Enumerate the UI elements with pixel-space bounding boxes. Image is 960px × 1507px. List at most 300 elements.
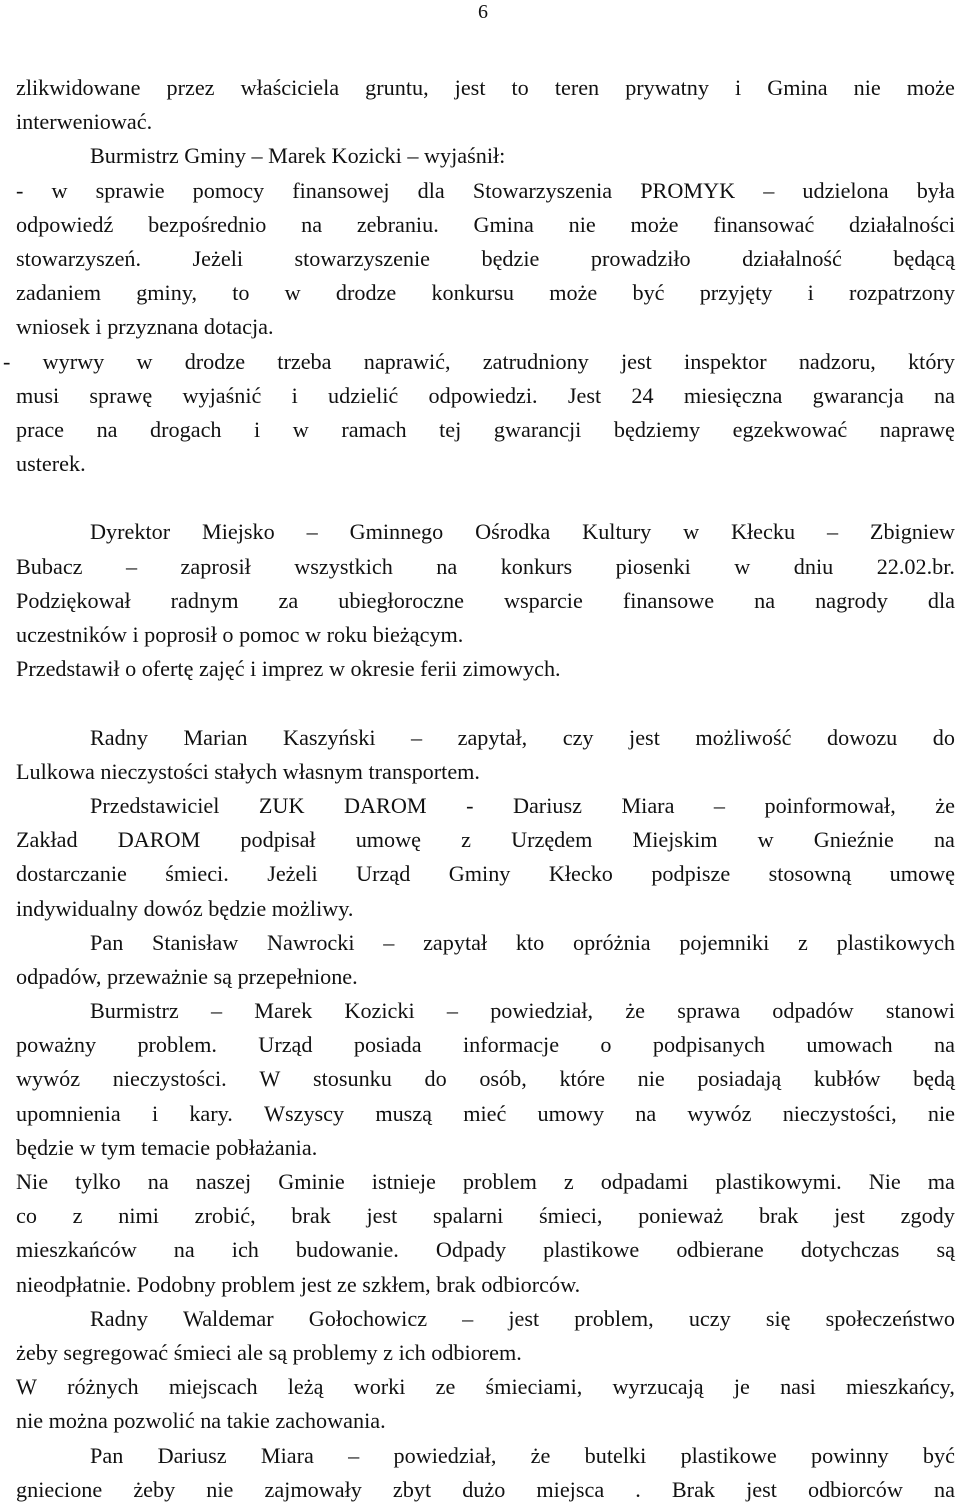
word: i bbox=[807, 280, 814, 306]
word: i bbox=[254, 416, 261, 442]
word: naprawę bbox=[879, 416, 955, 442]
word: nimi bbox=[118, 1203, 159, 1229]
word: nieczystości, bbox=[782, 1100, 897, 1126]
word: możliwość bbox=[695, 724, 792, 750]
word: sprawa bbox=[677, 998, 741, 1024]
word: nie bbox=[637, 1066, 665, 1092]
text-line bbox=[16, 1062, 955, 1096]
word: udzielić bbox=[328, 382, 399, 408]
word: drodze bbox=[184, 348, 246, 374]
word: Przedstawiciel bbox=[90, 792, 220, 818]
word: rozpatrzony bbox=[848, 280, 955, 306]
word: – bbox=[826, 519, 839, 545]
text-line bbox=[16, 1199, 955, 1233]
text-line: żeby segregować śmieci ale są problemy z ich odbiorem. bbox=[16, 1339, 522, 1365]
word: Nie bbox=[16, 1169, 49, 1194]
word: się bbox=[765, 1305, 791, 1331]
word: odpowiedź bbox=[16, 211, 114, 237]
word: na bbox=[436, 553, 458, 579]
word: dostarczanie bbox=[16, 861, 127, 887]
text-line bbox=[16, 789, 955, 823]
word: wyjaśnić bbox=[182, 382, 262, 408]
word: udzielona bbox=[802, 177, 889, 203]
word: musi bbox=[16, 382, 60, 408]
word: może bbox=[549, 280, 598, 306]
text-line: Burmistrz Gminy – Marek Kozicki – wyjaśnił: bbox=[90, 143, 506, 169]
word: stowarzyszeń. bbox=[16, 245, 142, 271]
text-line bbox=[16, 1233, 955, 1267]
word: być bbox=[922, 1442, 955, 1468]
word: zadaniem bbox=[16, 280, 102, 306]
word: wyrzucają bbox=[612, 1374, 704, 1400]
word: gwarancji bbox=[493, 416, 582, 442]
word: miejsca bbox=[536, 1476, 605, 1502]
word: Dyrektor bbox=[90, 519, 171, 545]
word: wywóz bbox=[16, 1066, 81, 1092]
text-line bbox=[16, 1165, 955, 1199]
word: zrobić, bbox=[194, 1203, 256, 1229]
word: mieć bbox=[463, 1100, 507, 1126]
word: sprawie bbox=[95, 177, 165, 203]
word: odpowiedzi. bbox=[428, 382, 538, 408]
word: Pan bbox=[90, 929, 124, 955]
word: wszystkich bbox=[294, 553, 393, 579]
word: działalności bbox=[849, 211, 955, 237]
word: za bbox=[278, 587, 299, 613]
word: Miejskim bbox=[632, 827, 718, 853]
word: Gmina bbox=[473, 211, 534, 237]
word: że bbox=[530, 1442, 551, 1468]
word: – bbox=[411, 724, 423, 750]
text-line bbox=[16, 515, 955, 549]
word: do bbox=[932, 724, 955, 750]
word: PROMYK bbox=[640, 177, 736, 203]
text-line bbox=[16, 1028, 955, 1062]
word: je bbox=[733, 1374, 750, 1400]
word: nieczystości. bbox=[112, 1066, 227, 1092]
word: muszą bbox=[375, 1100, 433, 1126]
word: opróżnia bbox=[572, 929, 651, 955]
word: trzeba bbox=[277, 348, 332, 374]
text-line bbox=[16, 823, 955, 857]
word: – bbox=[383, 929, 395, 955]
word: konkurs bbox=[500, 553, 573, 579]
word: teren bbox=[554, 75, 600, 100]
word: Nawrocki bbox=[267, 929, 355, 955]
word: – bbox=[306, 519, 318, 545]
word: Urzędem bbox=[511, 827, 593, 853]
text-line bbox=[16, 721, 955, 755]
word: społeczeństwo bbox=[825, 1305, 955, 1331]
word: w bbox=[51, 177, 68, 203]
word: prowadziło bbox=[590, 245, 691, 271]
word: różnych bbox=[67, 1374, 139, 1400]
word: powiedział, bbox=[490, 998, 594, 1024]
word: umowę bbox=[889, 861, 955, 887]
word: dowozu bbox=[827, 724, 898, 750]
word: uczy bbox=[688, 1305, 731, 1331]
word: - bbox=[16, 177, 24, 203]
word: DAROM bbox=[117, 827, 201, 853]
word: może bbox=[906, 75, 955, 100]
word: istnieje bbox=[371, 1169, 436, 1194]
word: tej bbox=[439, 416, 462, 442]
text-line: nieodpłatnie. Podobny problem jest ze szkłem, brak odbiorców. bbox=[16, 1271, 581, 1297]
word: zebraniu. bbox=[356, 211, 439, 237]
word: Brak bbox=[671, 1476, 716, 1502]
word: na bbox=[147, 1169, 169, 1194]
word: posiadają bbox=[697, 1066, 782, 1092]
word: zatrudniony bbox=[482, 348, 589, 374]
word: . bbox=[635, 1476, 641, 1502]
word: wsparcie bbox=[503, 587, 583, 613]
word: Gminy bbox=[448, 861, 511, 887]
word: przez bbox=[166, 75, 215, 100]
word: – bbox=[125, 553, 138, 579]
word: będą bbox=[913, 1066, 955, 1092]
word: odbiorców bbox=[807, 1476, 903, 1502]
word: Stanisław bbox=[152, 929, 239, 955]
word: jest bbox=[621, 348, 652, 374]
word: 22.02.br. bbox=[876, 553, 955, 579]
word: być bbox=[632, 280, 665, 306]
word: zlikwidowane bbox=[16, 75, 141, 100]
word: – bbox=[348, 1442, 360, 1468]
word: mieszkańcy, bbox=[846, 1374, 955, 1400]
word: właściciela bbox=[240, 75, 340, 100]
word: ich bbox=[231, 1237, 259, 1263]
word: o bbox=[600, 1032, 612, 1058]
word: drogach bbox=[150, 416, 222, 442]
word: nasi bbox=[780, 1374, 816, 1400]
word: na bbox=[301, 211, 323, 237]
word: Wszyscy bbox=[264, 1100, 345, 1126]
text-line bbox=[16, 1439, 955, 1473]
word: stosowną bbox=[768, 861, 852, 887]
word: finansowej bbox=[292, 177, 390, 203]
word: nie bbox=[206, 1476, 234, 1502]
word: 24 bbox=[631, 382, 654, 408]
text-line: interweniować. bbox=[16, 109, 153, 135]
word: bezpośrednio bbox=[148, 211, 267, 237]
word: brak bbox=[291, 1203, 331, 1229]
word: Gołochowicz bbox=[308, 1305, 428, 1331]
word: ubiegłoroczne bbox=[338, 587, 464, 613]
word: i bbox=[291, 382, 298, 408]
word: to bbox=[232, 280, 250, 306]
word: Podziękował bbox=[16, 587, 131, 613]
text-line bbox=[16, 276, 955, 310]
word: pomocy bbox=[192, 177, 265, 203]
word: z bbox=[563, 1169, 574, 1194]
word: ponieważ bbox=[638, 1203, 724, 1229]
word: będzie bbox=[481, 245, 540, 271]
word: Dariusz bbox=[512, 792, 582, 818]
word: Urząd bbox=[356, 861, 411, 887]
word: Pan bbox=[90, 1442, 124, 1468]
word: Kaszyński bbox=[283, 724, 376, 750]
word: miejscach bbox=[168, 1374, 258, 1400]
word: problem. bbox=[137, 1032, 217, 1058]
word: stosunku bbox=[312, 1066, 392, 1092]
word: była bbox=[916, 177, 955, 203]
word: Jest bbox=[567, 382, 602, 408]
word: Odpady bbox=[435, 1237, 507, 1263]
text-line bbox=[16, 857, 955, 891]
word: Kłecku bbox=[730, 519, 796, 545]
word: ZUK bbox=[258, 792, 305, 818]
word: butelki bbox=[584, 1442, 647, 1468]
word: w bbox=[136, 348, 153, 374]
word: czy bbox=[562, 724, 594, 750]
word: w bbox=[292, 416, 309, 442]
word: w bbox=[284, 280, 301, 306]
word: Dariusz bbox=[157, 1442, 227, 1468]
word: nagrody bbox=[815, 587, 888, 613]
word: plastikowe bbox=[543, 1237, 640, 1263]
word: dla bbox=[417, 177, 445, 203]
word: Ośrodka bbox=[475, 519, 551, 545]
word: leżą bbox=[287, 1374, 324, 1400]
text-line: wniosek i przyznana dotacja. bbox=[16, 314, 274, 340]
word: ze bbox=[435, 1374, 456, 1400]
word: nie bbox=[927, 1100, 955, 1126]
text-line bbox=[16, 550, 955, 584]
word: upomnienia bbox=[16, 1100, 121, 1126]
text-line: uczestników i poprosił o pomoc w roku bieżącym. bbox=[16, 622, 464, 647]
word: na bbox=[635, 1100, 657, 1126]
word: z bbox=[798, 929, 808, 955]
word: drodze bbox=[335, 280, 397, 306]
word: sprawę bbox=[89, 382, 153, 408]
word: jest bbox=[454, 75, 486, 100]
document-body bbox=[3, 71, 955, 1507]
word: egzekwować bbox=[732, 416, 848, 442]
word: prywatny bbox=[625, 75, 709, 100]
word: jest bbox=[366, 1203, 398, 1229]
text-line bbox=[16, 1302, 955, 1336]
word: kary. bbox=[189, 1100, 233, 1126]
word: stanowi bbox=[885, 998, 955, 1024]
word: plastikowe bbox=[680, 1442, 777, 1468]
word: odpadami bbox=[600, 1169, 689, 1194]
word: że bbox=[625, 998, 646, 1024]
word: tylko bbox=[75, 1169, 121, 1194]
word: poinformował, bbox=[764, 792, 896, 818]
word: gniecione bbox=[16, 1476, 103, 1502]
word: - bbox=[466, 792, 474, 818]
word: co bbox=[16, 1203, 37, 1229]
word: plastikowymi. bbox=[715, 1169, 842, 1194]
text-line bbox=[16, 379, 955, 413]
text-line: Lulkowa nieczystości stałych własnym transportem. bbox=[16, 758, 480, 784]
word: osób, bbox=[479, 1066, 527, 1092]
word: Gmina bbox=[767, 75, 828, 100]
word: Stowarzyszenia bbox=[472, 177, 613, 203]
word: odpadów bbox=[772, 998, 854, 1024]
word: Kłecko bbox=[548, 861, 613, 887]
word: umowę bbox=[355, 827, 422, 853]
word: finansowe bbox=[622, 587, 715, 613]
word: na bbox=[933, 827, 955, 853]
word: w bbox=[734, 553, 751, 579]
text-line: Przedstawił o ofertę zajęć i imprez w okresie ferii zimowych. bbox=[16, 656, 561, 682]
word: z bbox=[461, 827, 471, 853]
word: zapytał, bbox=[457, 724, 528, 750]
word: żeby bbox=[133, 1476, 176, 1502]
word: ramach bbox=[341, 416, 407, 442]
word: Waldemar bbox=[183, 1305, 274, 1331]
text-line bbox=[16, 208, 955, 242]
word: jest bbox=[629, 724, 660, 750]
word: – bbox=[713, 792, 725, 818]
text-line bbox=[16, 994, 955, 1028]
word: odbierane bbox=[676, 1237, 764, 1263]
word: wyrwy bbox=[42, 348, 105, 374]
word: posiada bbox=[353, 1032, 422, 1058]
word: miesięczna bbox=[683, 382, 783, 408]
word: informacje bbox=[462, 1032, 560, 1058]
word: gwarancja bbox=[812, 382, 904, 408]
word: plastikowych bbox=[836, 929, 955, 955]
word: podpisał bbox=[240, 827, 316, 853]
text-line bbox=[16, 1370, 955, 1404]
word: – bbox=[462, 1305, 474, 1331]
word: - bbox=[3, 348, 11, 374]
word: poważny bbox=[16, 1032, 97, 1058]
word: że bbox=[935, 792, 955, 818]
word: Miejsko bbox=[201, 519, 275, 545]
word: zbyt bbox=[392, 1476, 432, 1502]
word: finansować bbox=[713, 211, 815, 237]
word: naszej bbox=[195, 1169, 252, 1194]
word: zajmowały bbox=[264, 1476, 362, 1502]
word: dotychczas bbox=[800, 1237, 900, 1263]
word: nie bbox=[568, 211, 596, 237]
word: – bbox=[446, 998, 458, 1024]
word: zgody bbox=[900, 1203, 955, 1229]
word: W bbox=[16, 1374, 37, 1400]
word: Marek bbox=[254, 998, 313, 1024]
word: nie bbox=[853, 75, 881, 100]
word: Nie bbox=[868, 1169, 901, 1194]
word: na bbox=[96, 416, 118, 442]
text-line bbox=[16, 413, 955, 447]
word: Gminnego bbox=[349, 519, 444, 545]
text-line: indywidualny dowóz będzie możliwy. bbox=[16, 895, 354, 921]
word: gminy, bbox=[136, 280, 198, 306]
word: powinny bbox=[810, 1442, 889, 1468]
word: stowarzyszenie bbox=[294, 245, 431, 271]
word: budowanie. bbox=[295, 1237, 399, 1263]
word: działalność bbox=[742, 245, 842, 271]
word: Marian bbox=[183, 724, 248, 750]
word: śmieci, bbox=[539, 1203, 603, 1229]
word: problem, bbox=[574, 1305, 654, 1331]
text-line bbox=[16, 71, 955, 105]
word: na bbox=[934, 382, 955, 408]
word: Kultury bbox=[582, 519, 652, 545]
page-number: 6 bbox=[478, 1, 488, 23]
word: ma bbox=[927, 1169, 955, 1194]
word: gruntu, bbox=[365, 75, 429, 100]
text-line bbox=[16, 242, 955, 276]
word: – bbox=[210, 998, 223, 1024]
word: zaprosił bbox=[180, 553, 251, 579]
word: Miara bbox=[621, 792, 675, 818]
word: W bbox=[259, 1066, 281, 1092]
word: naprawić, bbox=[363, 348, 451, 374]
text-line bbox=[16, 174, 955, 208]
word: na bbox=[754, 587, 776, 613]
word: powiedział, bbox=[393, 1442, 497, 1468]
word: do bbox=[424, 1066, 447, 1092]
word: podpisze bbox=[651, 861, 731, 887]
word: wywóz bbox=[687, 1100, 752, 1126]
word: – bbox=[763, 177, 775, 203]
word: w bbox=[683, 519, 700, 545]
word: mieszkańców bbox=[16, 1237, 137, 1263]
word: dużo bbox=[462, 1476, 506, 1502]
word: na bbox=[173, 1237, 195, 1263]
word: na bbox=[933, 1476, 955, 1502]
word: który bbox=[908, 348, 955, 374]
word: prace bbox=[16, 416, 65, 442]
word: Gminie bbox=[278, 1169, 345, 1194]
text-line bbox=[16, 1097, 955, 1131]
text-line: usterek. bbox=[16, 451, 86, 477]
word: może bbox=[630, 211, 679, 237]
word: Radny bbox=[90, 724, 148, 750]
word: i bbox=[735, 75, 742, 100]
word: Jeżeli bbox=[192, 245, 244, 271]
word: Jeżeli bbox=[267, 861, 318, 887]
word: spalarni bbox=[433, 1203, 504, 1229]
text-line bbox=[16, 584, 955, 618]
word: umowy bbox=[537, 1100, 605, 1126]
word: Kozicki bbox=[344, 998, 415, 1024]
word: śmieciami, bbox=[485, 1374, 583, 1400]
word: kto bbox=[515, 929, 545, 955]
word: Radny bbox=[90, 1305, 148, 1331]
word: Urząd bbox=[258, 1032, 313, 1058]
text-line bbox=[3, 345, 955, 379]
text-line: będzie w tym temacie pobłażania. bbox=[16, 1134, 318, 1160]
word: na bbox=[933, 1032, 955, 1058]
word: dla bbox=[927, 587, 955, 613]
word: inspektor bbox=[684, 348, 767, 374]
word: nadzoru, bbox=[798, 348, 876, 374]
word: jest bbox=[834, 1203, 865, 1229]
word: będziemy bbox=[613, 416, 701, 442]
word: dniu bbox=[793, 553, 834, 579]
word: Miara bbox=[260, 1442, 314, 1468]
word: z bbox=[72, 1203, 83, 1229]
word: DAROM bbox=[343, 792, 427, 818]
word: Zbigniew bbox=[869, 519, 955, 545]
text-line bbox=[16, 926, 955, 960]
word: które bbox=[559, 1066, 606, 1092]
word: i bbox=[151, 1100, 159, 1126]
word: problem bbox=[462, 1169, 537, 1194]
word: przyjęty bbox=[699, 280, 773, 306]
word: są bbox=[936, 1237, 955, 1263]
word: jest bbox=[746, 1476, 777, 1502]
text-line: odpadów, przeważnie są przepełnione. bbox=[16, 963, 358, 989]
word: to bbox=[511, 75, 529, 100]
word: pojemniki bbox=[679, 929, 770, 955]
word: w bbox=[757, 827, 774, 853]
